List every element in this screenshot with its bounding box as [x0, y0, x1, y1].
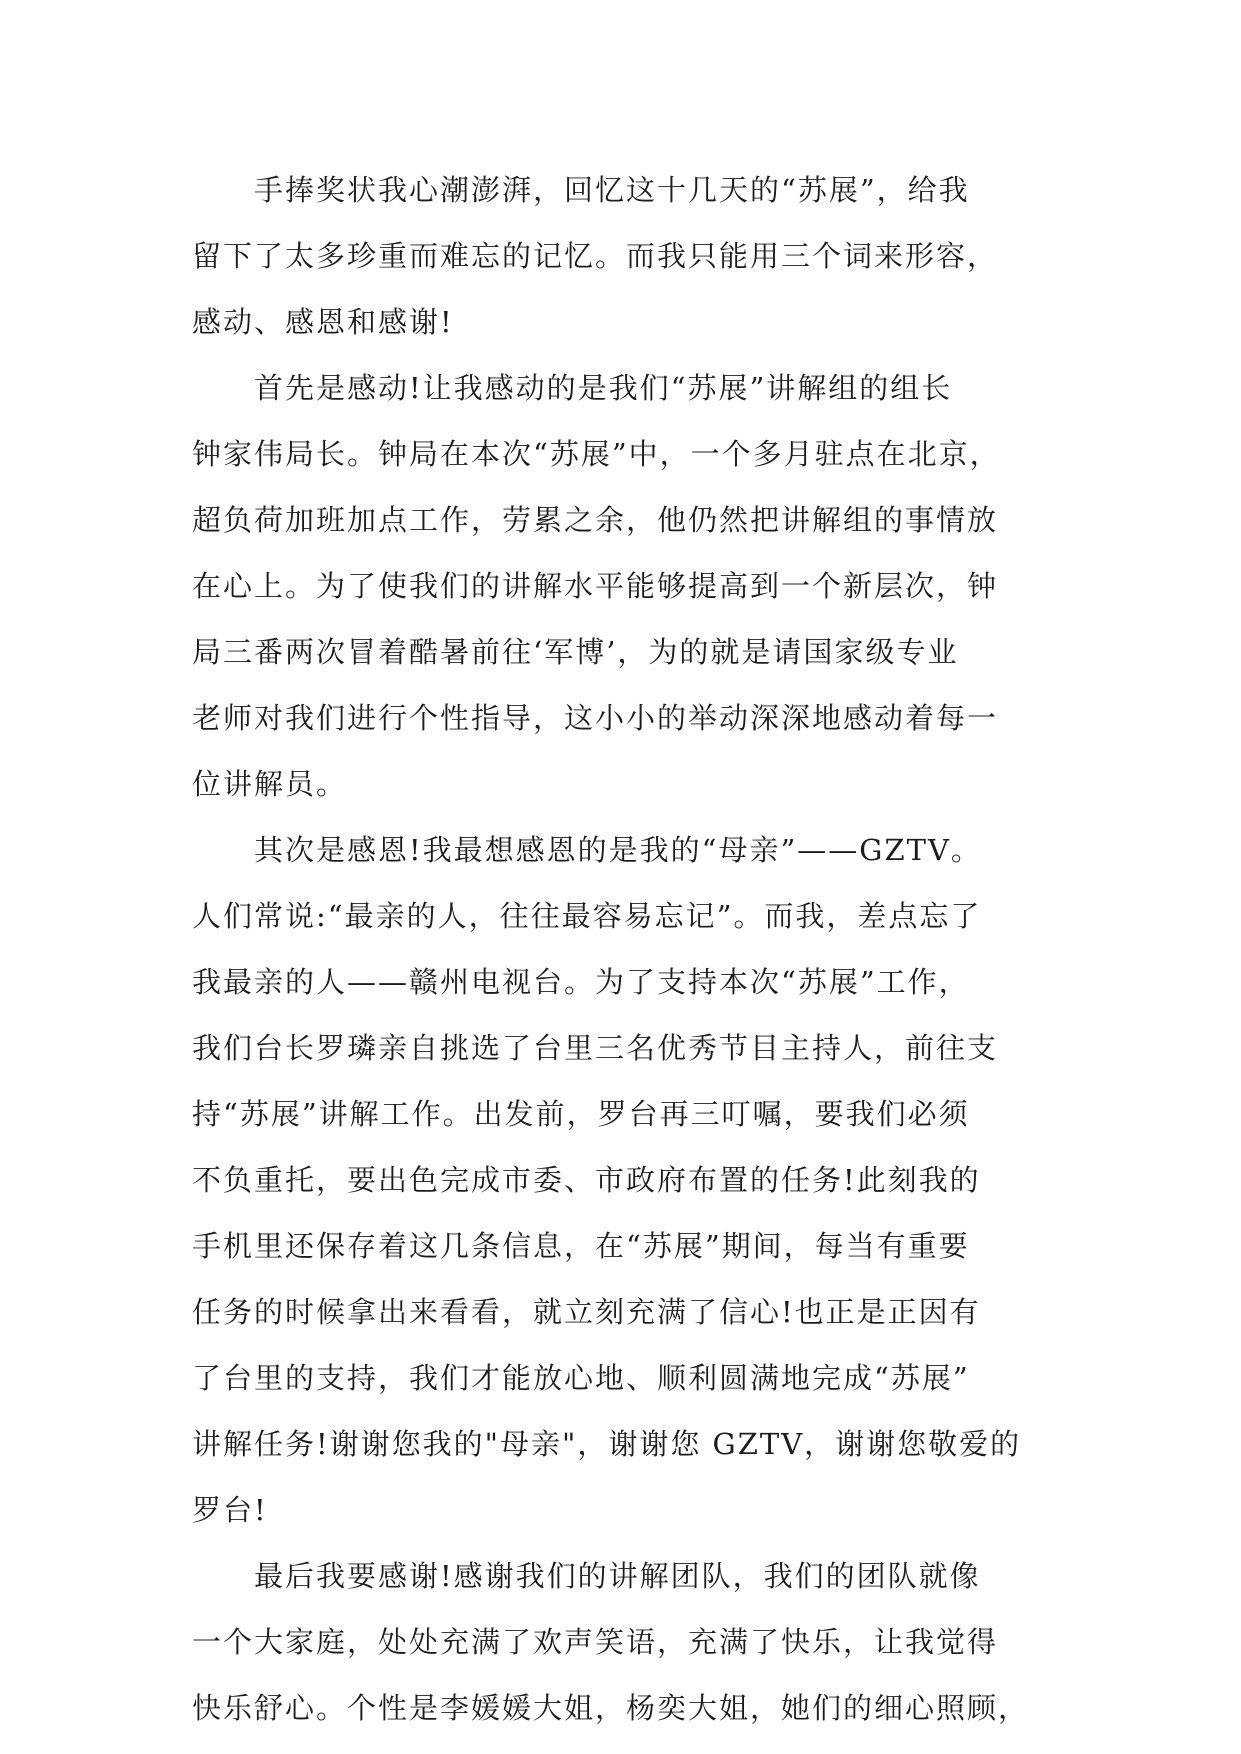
- text-line: 最后我要感谢!感谢我们的讲解团队，我们的团队就像: [192, 1559, 981, 1593]
- text-line: 了台里的支持，我们才能放心地、顺利圆满地完成“苏展”: [192, 1361, 970, 1395]
- text-line: 讲解任务!谢谢您我的"母亲"，谢谢您 GZTV，谢谢您敬爱的: [192, 1427, 1022, 1461]
- text-line: 其次是感恩!我最想感恩的是我的“母亲”——GZTV。: [192, 833, 982, 867]
- text-line: 罗台!: [192, 1493, 268, 1527]
- text-line: 快乐舒心。个性是李媛媛大姐，杨奕大姐，她们的细心照顾，: [192, 1691, 1030, 1725]
- text-line: 首先是感动!让我感动的是我们“苏展”讲解组的组长: [192, 371, 953, 405]
- text-line: 钟家伟局长。钟局在本次“苏展”中，一个多月驻点在北京，: [192, 437, 1001, 471]
- text-line: 持“苏展”讲解工作。出发前，罗台再三叮嘱，要我们必须: [192, 1097, 970, 1131]
- text-line: 局三番两次冒着酷暑前往‘军博’，为的就是请国家级专业: [192, 635, 959, 669]
- text-line: 我最亲的人——赣州电视台。为了支持本次“苏展”工作，: [192, 965, 970, 999]
- text-line: 手捧奖状我心潮澎湃，回忆这十几天的“苏展”，给我: [192, 173, 970, 207]
- text-line: 任务的时候拿出来看看，就立刻充满了信心!也正是正因有: [192, 1295, 981, 1329]
- text-line: 我们台长罗璘亲自挑选了台里三名优秀节目主持人，前往支: [192, 1031, 999, 1065]
- document-body: [192, 157, 1052, 1741]
- text-line: 感动、感恩和感谢!: [192, 305, 454, 339]
- paragraph-gratitude-intro: [192, 157, 1052, 355]
- text-line: 一个大家庭，处处充满了欢声笑语，充满了快乐，让我觉得: [192, 1625, 999, 1659]
- paragraph-thankful: [192, 817, 1052, 1543]
- text-line: 位讲解员。: [192, 767, 348, 801]
- text-line: 不负重托，要出色完成市委、市政府布置的任务!此刻我的: [192, 1163, 981, 1197]
- text-line: 人们常说:“最亲的人，往往最容易忘记”。而我，差点忘了: [192, 899, 982, 933]
- text-line: 手机里还保存着这几条信息，在“苏展”期间，每当有重要: [192, 1229, 970, 1263]
- paragraph-thanks: [192, 1543, 1052, 1741]
- text-line: 超负荷加班加点工作，劳累之余，他仍然把讲解组的事情放: [192, 503, 999, 537]
- paragraph-moved: [192, 355, 1052, 817]
- text-line: 老师对我们进行个性指导，这小小的举动深深地感动着每一: [192, 701, 999, 735]
- text-line: 在心上。为了使我们的讲解水平能够提高到一个新层次，钟: [192, 569, 999, 603]
- text-line: 留下了太多珍重而难忘的记忆。而我只能用三个词来形容，: [192, 239, 999, 273]
